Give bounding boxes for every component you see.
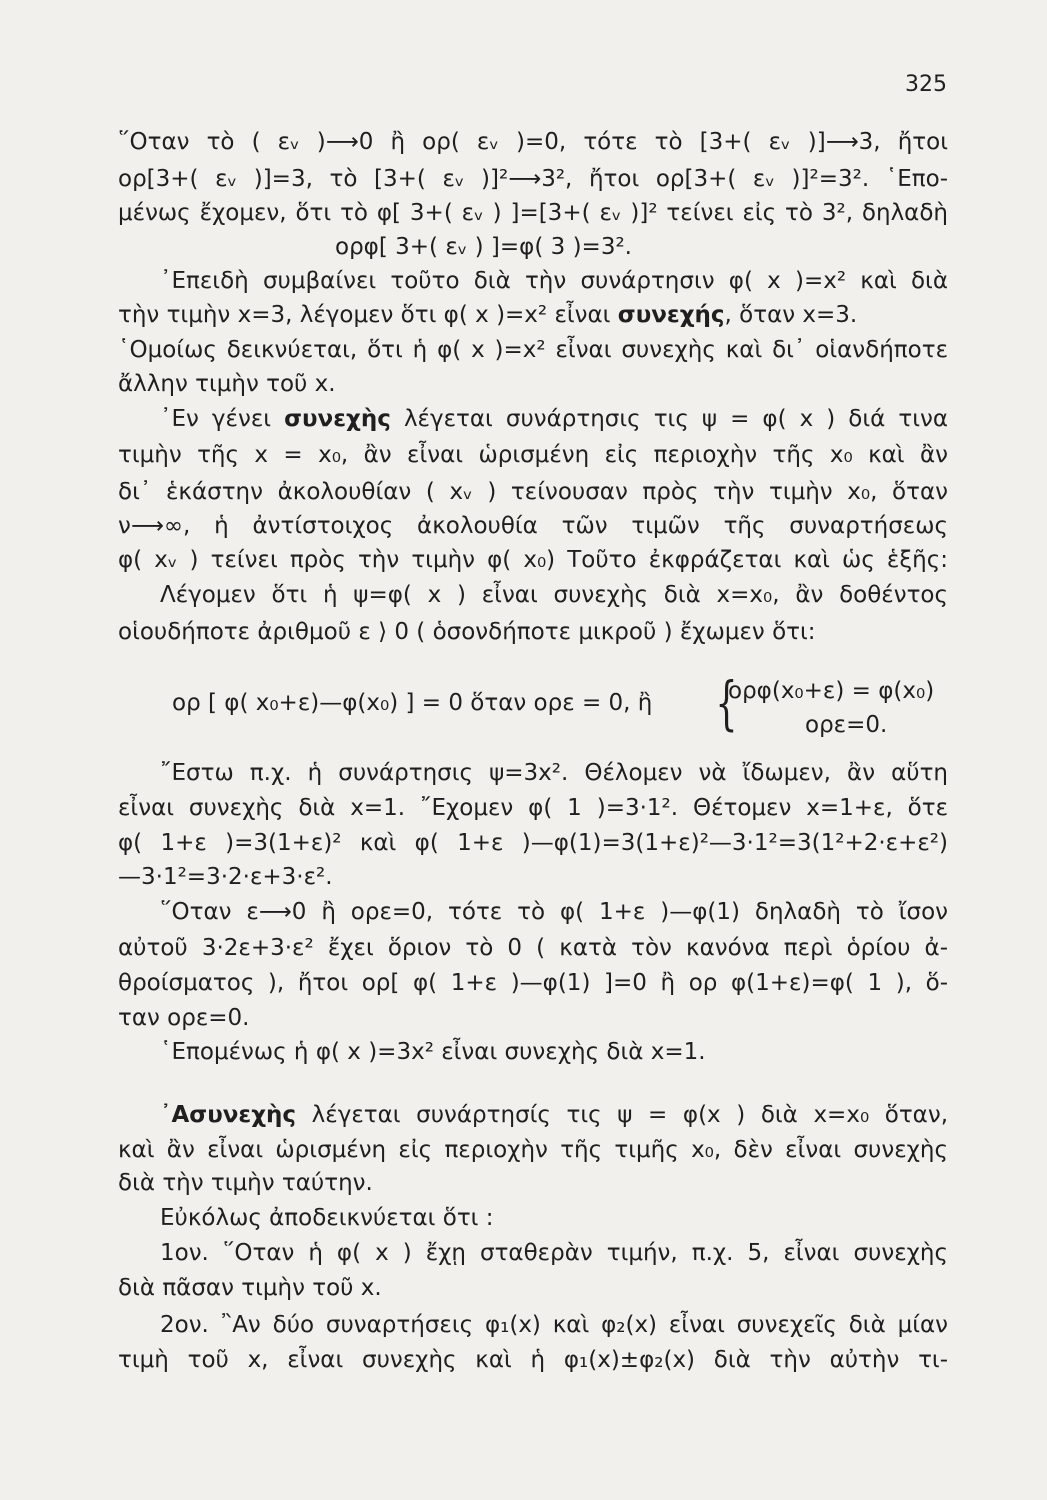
text-line: ῎Εστω π.χ. ἡ συνάρτησις ψ=3x². Θέλομεν νὰ ἴδωμεν, ἂν αὕτη: [160, 760, 948, 786]
text-line: διὰ τὴν τιμὴν ταύτην.: [118, 1170, 373, 1196]
formula-line: ορφ[ 3+( εᵥ ) ]=φ( 3 )=3².: [335, 234, 632, 260]
term-bold: ᾿Ασυνεχὴς: [160, 1102, 297, 1128]
text-line: φ( xᵥ ) τείνει πρὸς τὴν τιμὴν φ( x₀) Τοῦτο ἐκφράζεται καὶ ὡς ἑξῆς:: [118, 547, 948, 573]
text-line: αὐτοῦ 3·2ε+3·ε² ἔχει ὅριον τὸ 0 ( κατὰ τὸν κανόνα περὶ ὁρίου ἀ-: [118, 935, 948, 961]
text-line: ἄλλην τιμὴν τοῦ x.: [118, 371, 336, 397]
page-number: 325: [905, 72, 947, 97]
limit-formula: ορ [ φ( x₀+ε)—φ(x₀) ] = 0 ὅταν ορε = 0, ἢ: [172, 690, 653, 716]
text-line: 1ον. ῞Οταν ἡ φ( x ) ἔχῃ σταθερὰν τιμήν, π.χ. 5, εἶναι συνεχὴς: [160, 1240, 948, 1266]
text-line: ορ[3+( εᵥ )]=3, τὸ [3+( εᵥ )]²⟶3², ἤτοι ορ[3+( εᵥ )]²=3². ῾Επο-: [118, 166, 948, 192]
text-line: ῾Ομοίως δεικνύεται, ὅτι ἡ φ( x )=x² εἶναι συνεχὴς καὶ δι᾿ οἱανδήποτε: [118, 337, 948, 363]
text-line: θροίσματος ), ἤτοι ορ[ φ( 1+ε )—φ(1) ]=0 ἢ ορ φ(1+ε)=φ( 1 ), ὅ-: [118, 970, 948, 996]
text-line: ν⟶∞, ἡ ἀντίστοιχος ἀκολουθία τῶν τιμῶν τῆς συναρτήσεως: [118, 513, 948, 539]
text-line: [160, 1100, 948, 1130]
formula-case: ορε=0.: [805, 712, 888, 738]
text-line: Εὐκόλως ἀποδεικνύεται ὅτι :: [160, 1205, 494, 1231]
formula-case: ορφ(x₀+ε) = φ(x₀): [728, 678, 935, 704]
text-line: [118, 300, 857, 330]
text-line: 2ον. ῍Αν δύο συναρτήσεις φ₁(x) καὶ φ₂(x) εἶναι συνεχεῖς διὰ μίαν: [160, 1312, 948, 1338]
text-line: διὰ πᾶσαν τιμὴν τοῦ x.: [118, 1275, 382, 1301]
brace-symbol: {: [715, 669, 738, 737]
text-line: ῾Επομένως ἡ φ( x )=3x² εἶναι συνεχὴς διὰ x=1.: [160, 1039, 706, 1065]
text-line: ῞Οταν τὸ ( εᵥ )⟶0 ἢ ορ( εᵥ )=0, τότε τὸ [3+( εᵥ )]⟶3, ἤτοι: [118, 129, 948, 155]
text-line: ταν ορε=0.: [118, 1005, 250, 1031]
text-line: ᾿Επειδὴ συμβαίνει τοῦτο διὰ τὴν συνάρτησιν φ( x )=x² καὶ διὰ: [160, 268, 948, 294]
term-bold: συνεχὴς: [284, 406, 391, 432]
term-bold: συνεχής: [617, 302, 725, 328]
text-segment: ᾿Εν γένει: [160, 406, 272, 432]
text-line: τιμὴν τῆς x = x₀, ἂν εἶναι ὡρισμένη εἰς περιοχὴν τῆς x₀ καὶ ἂν: [118, 442, 948, 468]
text-line: —3·1²=3·2·ε+3·ε².: [118, 864, 333, 890]
text-line: ῞Οταν ε⟶0 ἢ ορε=0, τότε τὸ φ( 1+ε )—φ(1) δηλαδὴ τὸ ἴσον: [160, 899, 948, 925]
text-line: δι᾿ ἑκάστην ἀκολουθίαν ( xᵥ ) τείνουσαν πρὸς τὴν τιμὴν x₀, ὅταν: [118, 479, 948, 505]
text-line: Λέγομεν ὅτι ἡ ψ=φ( x ) εἶναι συνεχὴς διὰ x=x₀, ἂν δοθέντος: [160, 582, 948, 608]
text-segment: λέγεται συνάρτησις τις ψ = φ( x ) διά τινα: [403, 406, 949, 432]
text-line: τιμὴ τοῦ x, εἶναι συνεχὴς καὶ ἡ φ₁(x)±φ₂(x) διὰ τὴν αὐτὴν τι-: [118, 1347, 948, 1373]
text-segment: τὴν τιμὴν x=3, λέγομεν ὅτι φ( x )=x² εἶναι: [118, 302, 611, 328]
text-segment: , ὅταν x=3.: [724, 302, 858, 328]
text-segment: λέγεται συνάρτησίς τις ψ = φ(x ) διὰ x=x₀ ὅταν,: [311, 1102, 948, 1128]
text-line: οἱουδήποτε ἀριθμοῦ ε ⟩ 0 ( ὁσονδήποτε μικροῦ ) ἔχωμεν ὅτι:: [118, 619, 816, 645]
text-line: καὶ ἂν εἶναι ὡρισμένη εἰς περιοχὴν τῆς τιμῆς x₀, δὲν εἶναι συνεχὴς: [118, 1137, 948, 1163]
text-line: φ( 1+ε )=3(1+ε)² καὶ φ( 1+ε )—φ(1)=3(1+ε)²—3·1²=3(1²+2·ε+ε²): [118, 830, 948, 856]
text-line: [160, 404, 948, 434]
text-line: εἶναι συνεχὴς διὰ x=1. ῎Εχομεν φ( 1 )=3·1². Θέτομεν x=1+ε, ὅτε: [118, 795, 948, 821]
text-line: μένως ἔχομεν, ὅτι τὸ φ[ 3+( εᵥ ) ]=[3+( εᵥ )]² τείνει εἰς τὸ 3², δηλαδὴ: [118, 200, 948, 226]
